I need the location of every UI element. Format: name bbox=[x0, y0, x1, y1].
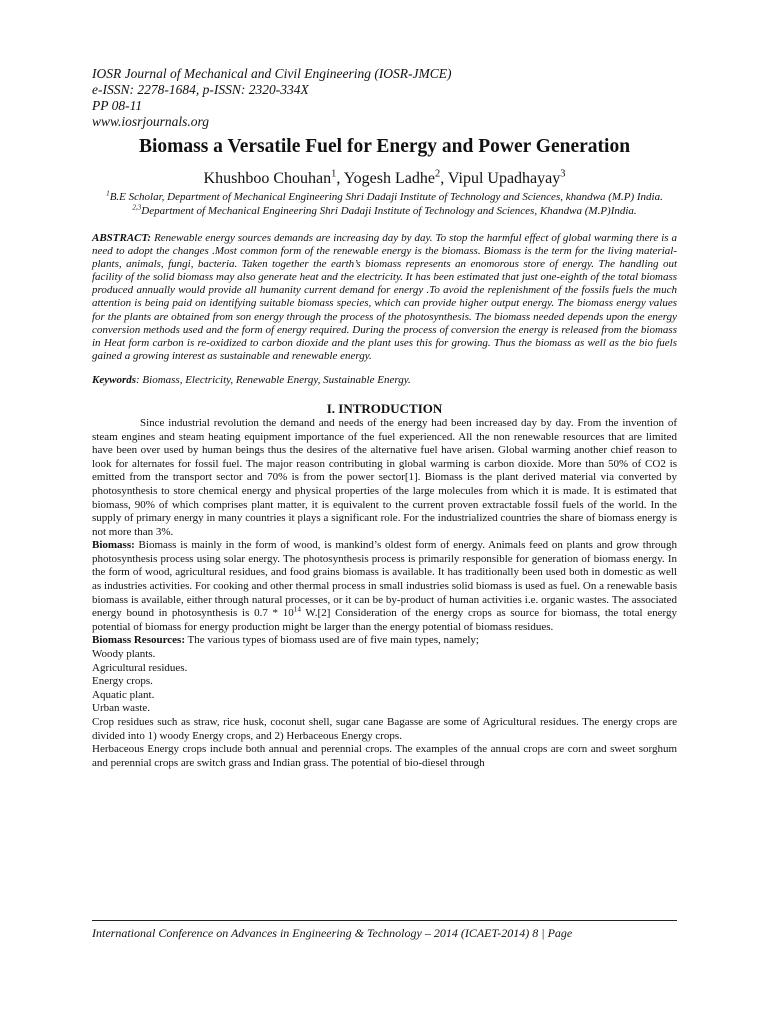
page-content bbox=[92, 66, 677, 770]
journal-website[interactable]: www.iosrjournals.org bbox=[92, 114, 210, 129]
author-sup: 2 bbox=[434, 168, 441, 180]
abstract bbox=[92, 232, 677, 363]
biomass-text-continued: W.[2] Consideration of the energy crops as source for biomass, the total energy potential of biomass for energy production might be larger than the energy potential of biomass residues. bbox=[92, 607, 678, 633]
list-item: Urban waste. bbox=[92, 702, 151, 715]
author-name: Yogesh Ladhe bbox=[343, 170, 435, 187]
biomass-paragraph bbox=[92, 539, 677, 634]
resources-text: The various types of biomass used are of five main types, namely; bbox=[184, 634, 479, 647]
abstract-text: Renewable energy sources demands are increasing day by day. To stop the harmful effect of global warming there is a need to adopt the changes .Most common form of the renewable energy is the biomass. Biomass is the term for the living material-plants, animals, fungi, bacteria. Taken together the earth’s biomass represents an enomorous store of energy. The handling out facility of the solid biomass may also generate heat and the electricity. It has been estimated that just one-eighth of the total biomass produced annually would provide all humanity current demand for energy .To avoid the replenishment of the fossils fuels the much attention is being paid on identifying suitable biomass species, which can provide higher output energy. The biomass energy values for the plants are obtained from son energy through the process of the photosynthesis. The biomass needed depends upon the energy conversion methods used and the form of energy required. During the process of conversion the energy is released from the biomass in Heat form carbon is re-oxidized to carbon dioxide and the plant uses this for growing. Thus the biomass as well as the bio fuels gained a growing interest as sustainable and renewable energy. bbox=[92, 232, 678, 362]
author-separator: , bbox=[336, 170, 344, 187]
herbaceous-paragraph: Herbaceous Energy crops include both annual and perennial crops. The examples of the annual crops are corn and sweet sorghum and perennial crops are switch grass and Indian grass. The potential of bio-diesel through bbox=[92, 743, 677, 769]
list-item: Woody plants. bbox=[92, 648, 156, 661]
affiliation-text: B.E Scholar, Department of Mechanical Engineering Shri Dadaji Institute of Technology and Sciences, khandwa (M.P) India. bbox=[109, 191, 663, 203]
biomass-label: Biomass: bbox=[92, 539, 135, 552]
author-name: Vipul Upadhayay bbox=[447, 170, 561, 187]
author-sup: 1 bbox=[331, 168, 337, 180]
journal-pages: PP 08-11 bbox=[92, 98, 143, 113]
affiliation bbox=[92, 202, 677, 219]
affiliation-sup: 1 bbox=[106, 189, 110, 198]
intro-paragraph: Since industrial revolution the demand and needs of the energy had been increased day by day. From the invention of steam engines and steam heating equipment importance of the fuel experienced. All the non renewable resources that are limited have been over used by human beings thus the desires of the alternative fuel have arisen. Global warming another chief reason to look for alternates for fossil fuel. The major reason contributing in global warming is carbon dioxide. More than 50% of CO2 is emitted from the transport sector and 70% is from the power sector[1]. Biomass is the plant derived material via converted by photosynthesis to store chemical energy and physical properties of the large molecules from which it is made. It is estimated that biomass, 90% of which comprises plant matter, it is equivalent to the current proven extractable fossil fuels of the world. In the supply of primary energy in many countries it plays a significant role. For the industrialized countries the share of biomass energy is not more than 3%. bbox=[92, 416, 677, 538]
journal-issn: e-ISSN: 2278-1684, p-ISSN: 2320-334X bbox=[92, 82, 309, 97]
section-heading-introduction: I. INTRODUCTION bbox=[326, 400, 443, 416]
keywords-label: Keywords bbox=[92, 373, 136, 386]
crop-residues-paragraph: Crop residues such as straw, rice husk, coconut shell, sugar cane Bagasse are some of Agricultural residues. The energy crops are divided into 1) woody Energy crops, and 2) Herbaceous Energy crops. bbox=[92, 716, 677, 742]
footer-page-number: 8 | Page bbox=[532, 926, 573, 940]
author-separator: , bbox=[440, 170, 448, 187]
list-item: Agricultural residues. bbox=[92, 661, 188, 674]
resources-label: Biomass Resources: bbox=[92, 634, 185, 647]
author-list bbox=[92, 170, 677, 188]
journal-name: IOSR Journal of Mechanical and Civil Engineering (IOSR-JMCE) bbox=[92, 66, 452, 81]
abstract-label: ABSTRACT: bbox=[92, 232, 152, 244]
affiliation bbox=[92, 191, 677, 205]
keywords-text: : Biomass, Electricity, Renewable Energy, Sustainable Energy. bbox=[136, 373, 411, 386]
keywords bbox=[92, 373, 677, 387]
resources-paragraph bbox=[92, 634, 677, 648]
list-item: Energy crops. bbox=[92, 675, 153, 688]
author-sup: 3 bbox=[560, 168, 566, 180]
affiliation-sup: 2,3 bbox=[132, 202, 142, 211]
footer-conference: International Conference on Advances in Engineering & Technology – 2014 (ICAET-2014) bbox=[92, 926, 530, 940]
paper-title: Biomass a Versatile Fuel for Energy and Power Generation bbox=[138, 136, 631, 157]
affiliation-text: Department of Mechanical Engineering Shri Dadaji Institute of Technology and Sciences, Khandwa (M.P)India. bbox=[141, 204, 637, 217]
author-name: Khushboo Chouhan bbox=[203, 170, 332, 187]
page-footer bbox=[92, 920, 677, 940]
biomass-text: Biomass is mainly in the form of wood, is mankind’s oldest form of energy. Animals feed on plants and grow through photosynthesis process using solar energy. The photosynthesis process is primarily responsible for generation of biomass energy. In the form of wood, agricultural residues, and food grains biomass is available. It has traditionally been used both in domestic as well as industries activities. For cooking and other thermal process in small industries solid biomass is used as fuel. On a renewable basis biomass is available, either through natural processes, or it can be by-product of human activities i.e. organic wastes. The associated energy bound in photosynthesis is 0.7 * 10 bbox=[92, 539, 677, 620]
biomass-exponent: 14 bbox=[293, 605, 301, 614]
list-item: Aquatic plant. bbox=[92, 688, 155, 701]
